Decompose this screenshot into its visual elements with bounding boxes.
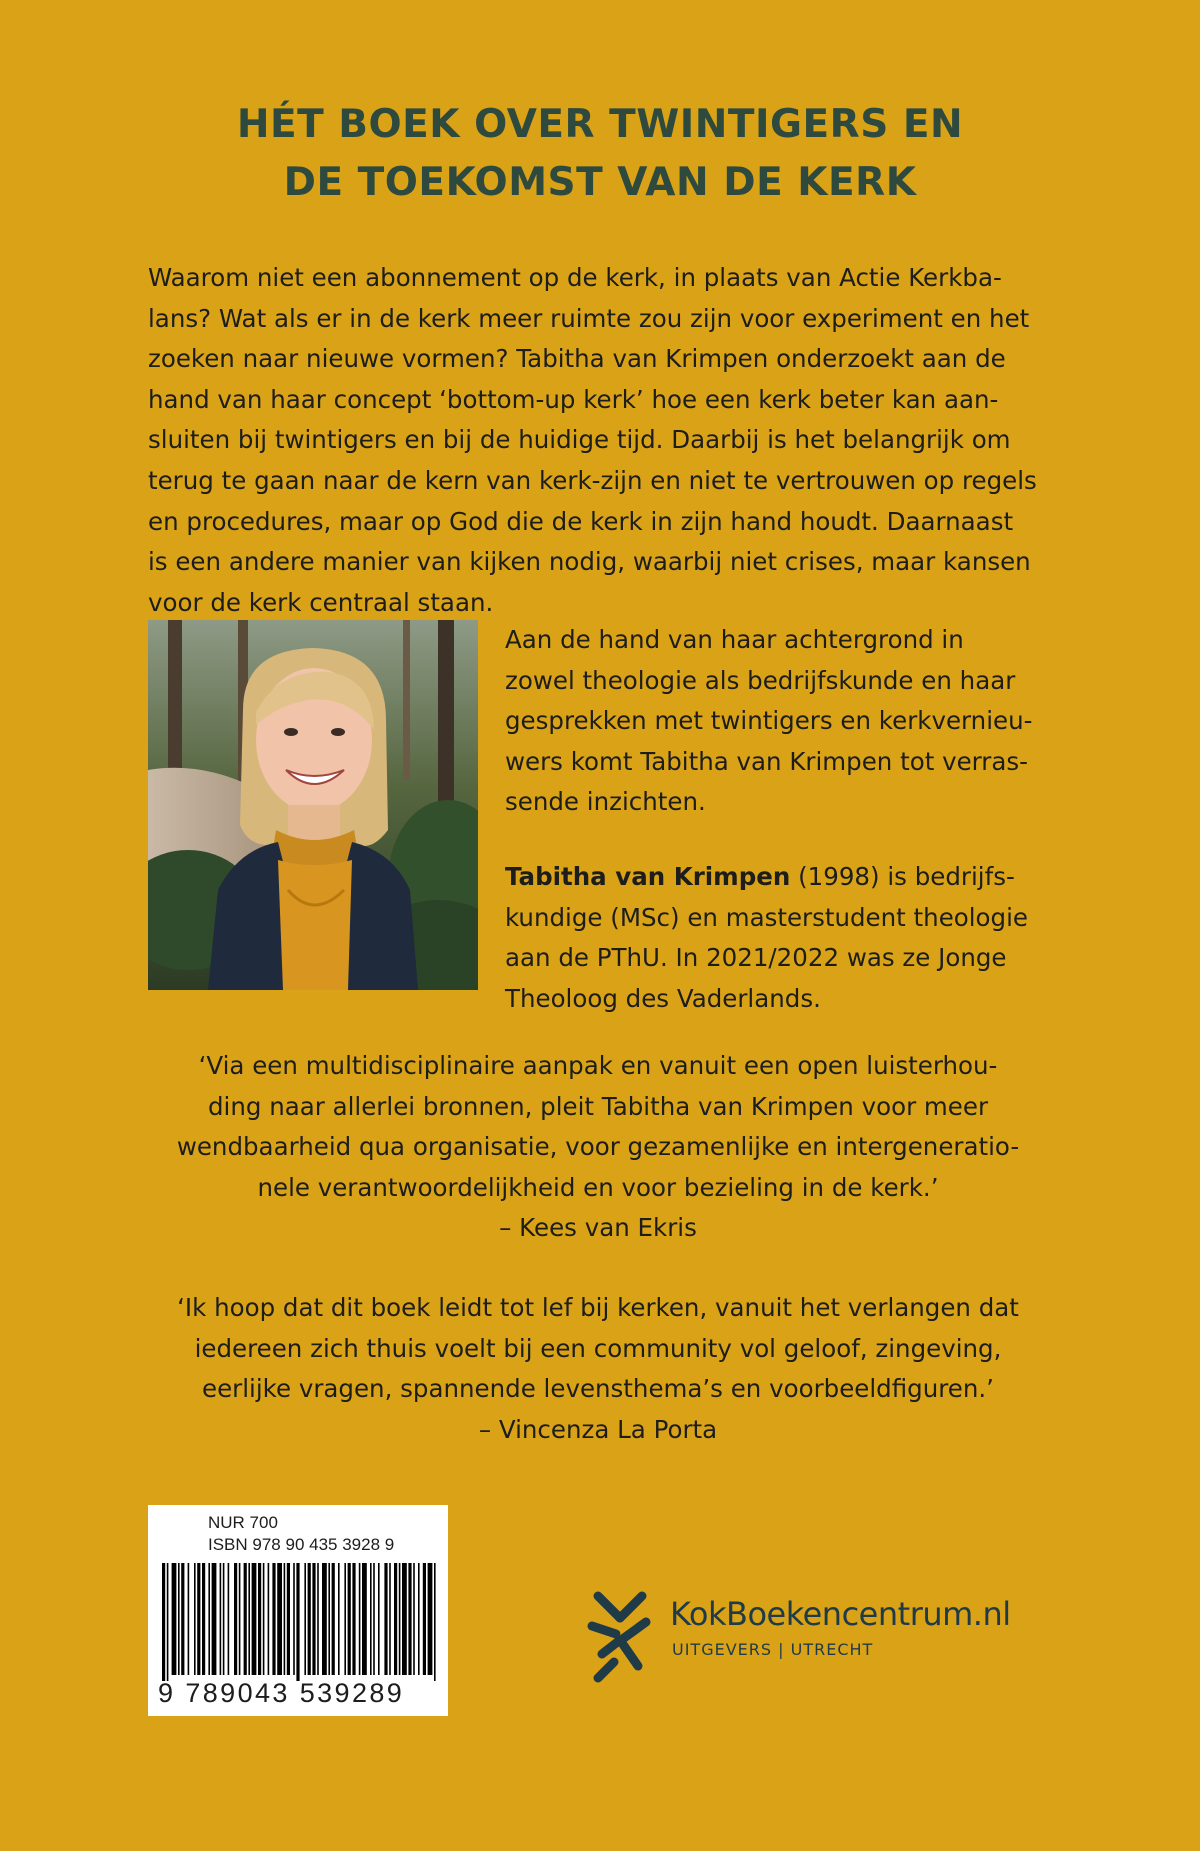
barcode-bar	[373, 1563, 375, 1675]
barcode-bar	[287, 1563, 290, 1675]
barcode-bar	[328, 1563, 330, 1675]
background-line: gesprekken met twintigers en kerkvernieu-	[505, 706, 1033, 736]
barcode-bar	[296, 1563, 299, 1681]
barcode-bar	[248, 1563, 250, 1675]
barcode-bar	[332, 1563, 335, 1675]
barcode-bar	[228, 1563, 230, 1675]
intro-line: zoeken naar nieuwe vormen? Tabitha van Krimpen onderzoekt aan de	[148, 344, 1006, 374]
background-line: sende inzichten.	[505, 787, 706, 817]
barcode-bar	[172, 1563, 177, 1675]
publisher-brand: KokBoekencentrum	[670, 1595, 973, 1633]
intro-line: Waarom niet een abonnement op de kerk, in plaats van Actie Kerkba-	[148, 263, 1002, 292]
barcode-bar	[244, 1563, 247, 1675]
barcode-bar	[162, 1563, 165, 1681]
author-photo	[148, 620, 478, 990]
author-name: Tabitha van Krimpen	[505, 861, 791, 891]
barcode-bar	[167, 1563, 169, 1681]
background-line: zowel theologie als bedrijfskunde en haar	[505, 665, 1016, 695]
headline-line-2: DE TOEKOMST VAN DE KERK	[283, 160, 917, 205]
barcode-bar	[402, 1563, 407, 1675]
author-bio-line: kundige (MSc) en masterstudent theologie	[505, 902, 1028, 932]
intro-line: lans? Wat als er in de kerk meer ruimte zou zijn voor experiment en het	[148, 303, 1030, 333]
publisher-logo	[580, 1582, 1080, 1692]
barcode-bar	[272, 1563, 275, 1675]
quote-line: wendbaarheid qua organisatie, voor gezamenlijke en intergeneratio-	[176, 1132, 1020, 1162]
headline	[0, 96, 1200, 212]
barcode-bar	[317, 1563, 319, 1675]
barcode-bar	[423, 1563, 426, 1675]
intro-line: hand van haar concept ‘bottom-up kerk’ hoe een kerk beter kan aan-	[148, 384, 999, 414]
quote-line: nele verantwoordelijkheid en voor bezieling in de kerk.’	[257, 1172, 939, 1202]
publisher-tld: .nl	[972, 1595, 1011, 1633]
intro-paragraph	[148, 258, 1048, 623]
barcode-bar	[304, 1563, 306, 1675]
barcode-bar	[268, 1563, 270, 1675]
background-line: wers komt Tabitha van Krimpen tot verras-	[505, 746, 1028, 776]
barcode-bar	[348, 1563, 351, 1675]
quote-kees-van-ekris	[148, 1046, 1048, 1249]
barcode-bar	[293, 1563, 295, 1675]
barcode-bar	[370, 1563, 372, 1675]
barcode-bar	[220, 1563, 222, 1675]
barcode-number: 9 789043 539289	[158, 1678, 405, 1708]
author-bio-line: aan de PThU. In 2021/2022 was ze Jonge	[505, 943, 1007, 973]
quote-attribution: – Vincenza La Porta	[478, 1414, 718, 1444]
background-line: Aan de hand van haar achtergrond in	[505, 625, 964, 654]
quote-line: ‘Via een multidisciplinaire aanpak en vanuit een open luisterhou-	[198, 1051, 998, 1080]
barcode-bar	[212, 1563, 217, 1675]
publisher-mark-icon	[580, 1582, 660, 1692]
barcode-bar	[389, 1563, 391, 1675]
barcode-bar	[394, 1563, 397, 1675]
barcode-bar	[418, 1563, 420, 1675]
barcode-bar	[239, 1563, 241, 1675]
barcode-bar	[352, 1563, 355, 1675]
barcode-bar	[308, 1563, 311, 1675]
quote-line: eerlijke vragen, spannende levensthema’s en voorbeeldfiguren.’	[202, 1374, 994, 1404]
barcode-box	[148, 1505, 448, 1716]
intro-line: en procedures, maar op God die de kerk in zijn hand houdt. Daarnaast	[148, 506, 1014, 536]
author-bio-line: Theoloog des Vaderlands.	[505, 983, 821, 1013]
headline-line-1: HÉT BOEK OVER TWINTIGERS EN	[236, 102, 964, 147]
barcode-bar	[252, 1563, 257, 1675]
intro-line: sluiten bij twintigers en bij de huidige tijd. Daarbij is het belangrijk om	[148, 425, 1011, 455]
barcode-bar	[428, 1563, 433, 1675]
barcode-bar	[181, 1563, 184, 1675]
nur-code: NUR 700	[208, 1513, 278, 1532]
barcode-bar	[362, 1563, 367, 1675]
barcode-bar	[338, 1563, 340, 1675]
barcode-bar	[208, 1563, 210, 1675]
barcode-bar	[322, 1563, 327, 1675]
quote-line: iedereen zich thuis voelt bij een community vol geloof, zingeving,	[194, 1333, 1002, 1363]
intro-line: is een andere manier van kijken nodig, waarbij niet crises, maar kansen	[148, 547, 1031, 577]
barcode-bar	[263, 1563, 265, 1675]
publisher-name	[670, 1594, 1011, 1634]
barcode-bar	[434, 1563, 436, 1681]
barcode-bar	[194, 1563, 196, 1675]
barcode-bar	[344, 1563, 346, 1675]
barcode-bar	[277, 1563, 282, 1675]
barcode-bar	[384, 1563, 387, 1675]
barcode-bar	[413, 1563, 415, 1675]
author-bio-column	[505, 620, 1045, 1019]
author-portrait-icon	[148, 620, 478, 990]
quote-vincenza-la-porta	[148, 1288, 1048, 1450]
barcode-bar	[202, 1563, 205, 1675]
quote-line: ding naar allerlei bronnen, pleit Tabitha van Krimpen voor meer	[207, 1091, 989, 1121]
publisher-subtitle: UITGEVERS | UTRECHT	[672, 1640, 874, 1659]
barcode-bar	[188, 1563, 190, 1675]
barcode-bar	[378, 1563, 380, 1675]
barcode-bar	[312, 1563, 315, 1675]
quote-attribution: – Kees van Ekris	[499, 1213, 697, 1243]
barcode-bar	[234, 1563, 237, 1675]
isbn-number: ISBN 978 90 435 3928 9	[208, 1535, 395, 1554]
barcode-bar	[284, 1563, 286, 1675]
barcode-bar	[258, 1563, 261, 1675]
intro-line: terug te gaan naar de kern van kerk-zijn en niet te vertrouwen op regels	[148, 465, 1037, 495]
author-bio-line	[505, 857, 1045, 898]
author-bio-rest: (1998) is bedrijfs-	[790, 861, 1015, 891]
barcode-bar	[223, 1563, 225, 1675]
barcode-bar	[178, 1563, 180, 1675]
barcode-bar	[197, 1563, 200, 1675]
barcode-bar	[359, 1563, 361, 1675]
barcode-bar	[399, 1563, 401, 1675]
barcode-bar	[408, 1563, 411, 1675]
intro-line: voor de kerk centraal staan.	[148, 587, 494, 617]
quote-line: ‘Ik hoop dat dit boek leidt tot lef bij kerken, vanuit het verlangen dat	[177, 1293, 1019, 1322]
